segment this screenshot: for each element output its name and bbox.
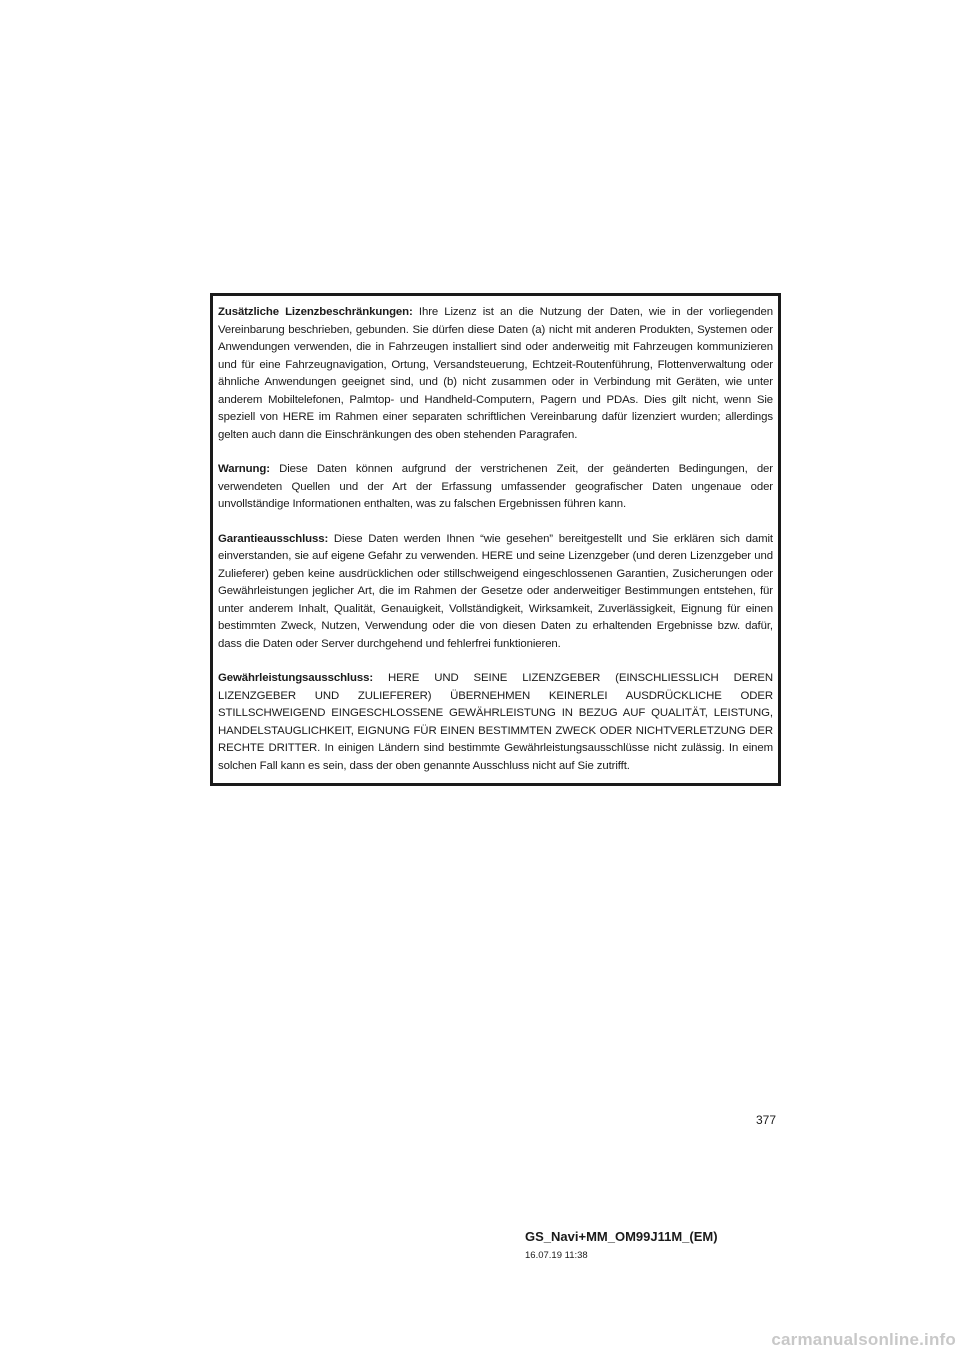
license-notice-box bbox=[210, 293, 781, 786]
paragraph-heading: Warnung: bbox=[218, 463, 270, 475]
paragraph-body: Ihre Lizenz ist an die Nutzung der Daten, wie in der vorliegenden Vereinbarung beschrieben, gebunden. Sie dürfen diese Daten (a) nicht mit anderen Produkten, Systemen oder Anwendungen verwenden, die in Fahrzeugen installiert sind oder anderweitig mit Fahrzeugen kommunizieren und für eine Fahrzeugnavigation, Ortung, Versandsteuerung, Echtzeit-Routenführung, Flottenverwaltung oder ähnliche Anwendungen geeignet sind, und (b) nicht zusammen oder in Verbindung mit Geräten, wie unter anderem Mobiltelefonen, Palmtop- und Handheld-Computern, Pagern und PDAs. Dies gilt nicht, wenn Sie speziell von HERE im Rahmen einer separaten schriftlichen Vereinbarung dafür lizenziert wurden; allerdings gelten auch dann die Einschränkungen des oben stehenden Paragrafen. bbox=[218, 306, 773, 441]
paragraph-heading: Garantieausschluss: bbox=[218, 532, 329, 545]
page-number: 377 bbox=[755, 1113, 776, 1127]
paragraph-warranty-disclaimer bbox=[218, 531, 773, 654]
paragraph-heading: Gewährleistungsausschluss: bbox=[218, 672, 374, 684]
paragraph-warning bbox=[218, 461, 773, 514]
paragraph-additional-license-restrictions bbox=[218, 304, 773, 444]
paragraph-body: HERE UND SEINE LIZENZGEBER (EINSCHLIESSLICH DEREN LIZENZGEBER UND ZULIEFERER) ÜBERNEHMEN KEINERLEI AUSDRÜCKLICHE ODER STILLSCHWEIGEND EINGESCHLOSSENE GEWÄHRLEISTUNG IN BEZUG AUF QUALITÄT, LEISTUNG, HANDELSTAUGLICHKEIT, EIGNUNG FÜR EINEN BESTIMMTEN ZWECK ODER NICHTVERLETZUNG DER RECHTE DRITTER. In einigen Ländern sind bestimmte Gewährleistungsausschlüsse nicht zulässig. In einem solchen Fall kann es sein, dass der oben genannte Ausschluss nicht auf Sie zutrifft. bbox=[218, 672, 773, 772]
document-code: GS_Navi+MM_OM99J11M_(EM) bbox=[525, 1229, 718, 1244]
watermark: carmanualsonline.info bbox=[771, 1330, 956, 1349]
paragraph-liability-disclaimer bbox=[218, 670, 773, 775]
paragraph-heading: Zusätzliche Lizenzbeschränkungen: bbox=[218, 306, 413, 318]
paragraph-body: Diese Daten werden Ihnen “wie gesehen” bereitgestellt und Sie erklären sich damit einverstanden, sie auf eigene Gefahr zu verwenden. HERE und seine Lizenzgeber (und deren Lizenzgeber und Zulieferer) geben keine ausdrücklichen oder stillschweigend eingeschlossenen Garantien, Zusicherungen oder Gewährleistungen jeglicher Art, die im Rahmen der Gesetze oder anderweitiger Bestimmungen entstehen, für unter anderem Inhalt, Qualität, Genauigkeit, Vollständigkeit, Wirksamkeit, Zuverlässigkeit, Eignung für einen bestimmten Zweck, Nutzen, Verwendung oder die von diesen Daten zu erhaltenden Ergebnisse bzw. dafür, dass die Daten oder Server durchgehend und fehlerfrei funktionieren. bbox=[218, 532, 773, 650]
document-timestamp: 16.07.19 11:38 bbox=[525, 1250, 588, 1261]
paragraph-body: Diese Daten können aufgrund der verstrichenen Zeit, der geänderten Bedingungen, der verwendeten Quellen und der Art der Erfassung umfassender geografischer Daten ungenaue oder unvollständige Informationen enthalten, was zu falschen Ergebnissen führen kann. bbox=[218, 463, 773, 510]
